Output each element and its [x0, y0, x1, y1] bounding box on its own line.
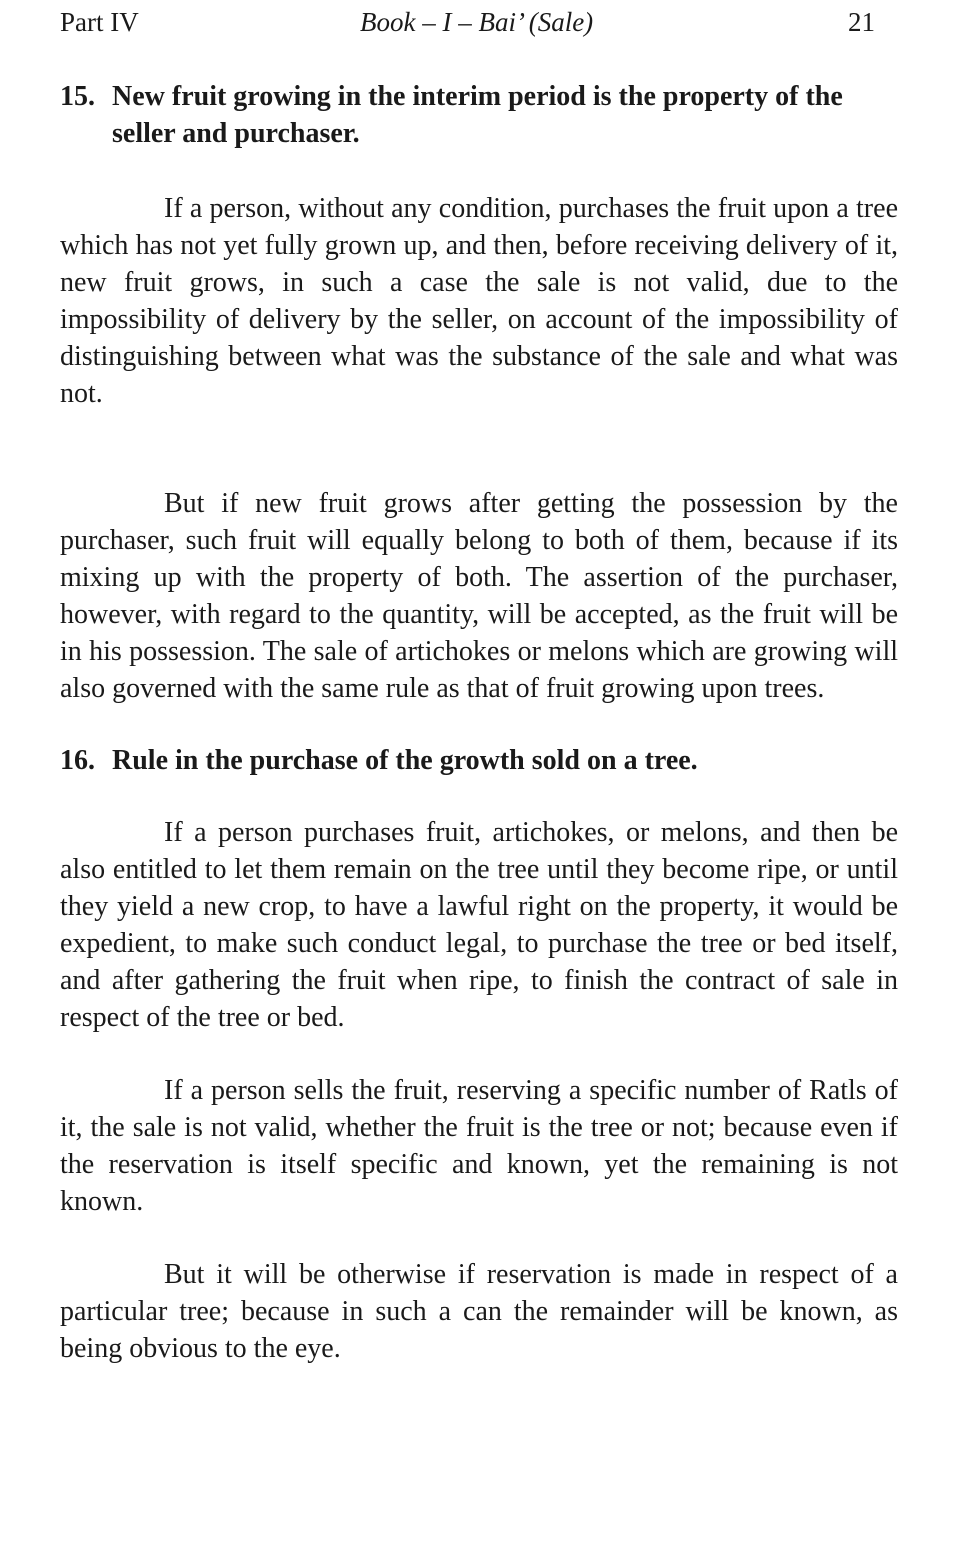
- paragraph: If a person, without any condition, purchases the fruit upon a tree which has not yet fully grown up, and then, before receiving delivery of it, new fruit grows, in such a case the sale is not valid, due to the impossibility of delivery by the seller, on account of the impossibility of distinguishing between what was the substance of the sale and what was not.: [60, 193, 898, 409]
- paragraph: But it will be otherwise if reservation is made in respect of a particular tree; because in such a can the remainder will be known, as being obvious to the eye.: [60, 1259, 898, 1364]
- book-title: Book – I – Bai’ (Sale): [360, 7, 594, 37]
- paragraph: But if new fruit grows after getting the possession by the purchaser, such fruit will equally belong to both of them, because if its mixing up with the property of both. The assertion of the purchaser, however, with regard to the quantity, will be accepted, as the fruit will be in his possession. The sale of artichokes or melons which are growing will also governed with the same rule as that of fruit growing upon trees.: [60, 488, 898, 704]
- part-label: Part IV: [60, 7, 139, 37]
- paragraph: If a person sells the fruit, reserving a specific number of Ratls of it, the sale is not valid, whether the fruit is the tree or not; because even if the reservation is itself specific and known, yet the remaining is not known.: [60, 1075, 898, 1217]
- section-heading-16: [60, 742, 898, 779]
- section-title: Rule in the purchase of the growth sold on a tree.: [112, 745, 698, 776]
- running-header: [60, 4, 875, 40]
- page-body: [60, 78, 898, 1367]
- section-title: New fruit growing in the interim period is the property of the seller and purchaser.: [112, 81, 843, 149]
- paragraph: If a person purchases fruit, artichokes, or melons, and then be also entitled to let them remain on the tree until they become ripe, or until they yield a new crop, to have a lawful right on the property, it would be expedient, to make such conduct legal, to purchase the tree or bed itself, and after gathering the fruit when ripe, to finish the contract of sale in respect of the tree or bed.: [60, 817, 898, 1033]
- page-number: 21: [848, 7, 875, 37]
- section-heading-15: [60, 78, 898, 152]
- section-number: 15.: [60, 81, 95, 112]
- section-number: 16.: [60, 745, 95, 776]
